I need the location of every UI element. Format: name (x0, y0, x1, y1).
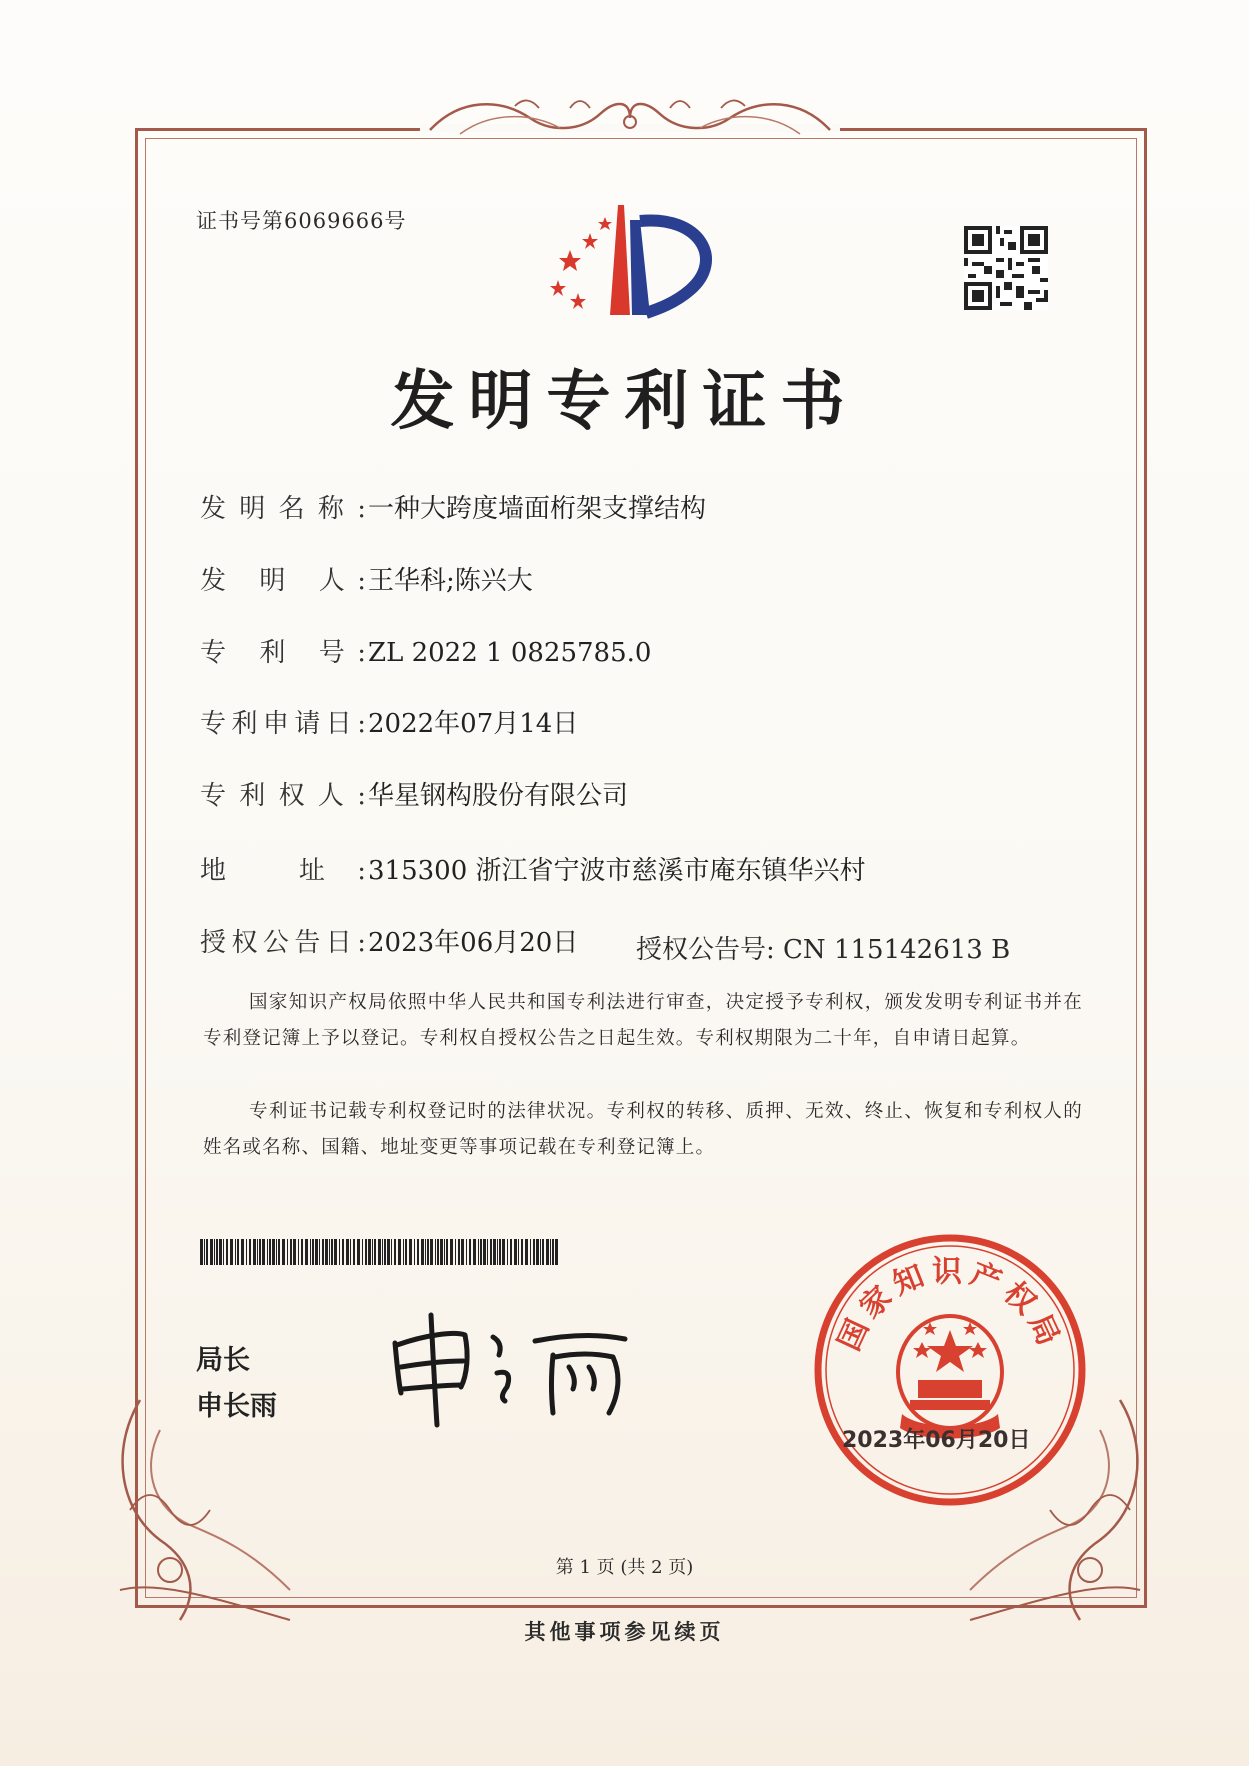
field-value: CN 115142613 B (783, 935, 1011, 965)
field-inventors (200, 560, 533, 597)
field-value: 一种大跨度墙面桁架支撑结构 (368, 494, 707, 524)
field-filing-date (200, 703, 578, 740)
field-label: 发明名称: (200, 494, 366, 524)
barcode-icon (200, 1239, 560, 1265)
top-ornament (420, 88, 840, 150)
statement-paragraph-2: 专利证书记载专利权登记时的法律状况。专利权的转移、质押、无效、终止、恢复和专利权人的姓名或名称、国籍、地址变更等事项记载在专利登记簿上。 (203, 1101, 1083, 1158)
field-label: 授权公告号: (636, 935, 775, 965)
field-patentee (200, 775, 628, 812)
director-name: 申长雨 (196, 1391, 277, 1422)
field-value: 2023年06月20日 (368, 928, 579, 958)
field-value: 华星钢构股份有限公司 (368, 781, 629, 811)
field-grant-publication-number (636, 929, 1010, 966)
seal-date: 2023年06月20日 (842, 1428, 1031, 1453)
statement-paragraph-1: 国家知识产权局依照中华人民共和国专利法进行审查，决定授予专利权，颁发发明专利证书并在专利登记簿上予以登记。专利权自授权公告之日起生效。专利权期限为二十年，自申请日起算。 (203, 992, 1083, 1049)
field-label: 授权公告日: (200, 928, 366, 958)
field-value: 2022年07月14日 (368, 709, 579, 739)
certificate-number: 证书号第6069666号 (196, 209, 407, 233)
page-indicator: 第 1 页 (共 2 页) (555, 1557, 694, 1578)
field-value: 315300 浙江省宁波市慈溪市庵东镇华兴村 (368, 856, 866, 886)
bottom-left-ornament (100, 1390, 300, 1630)
certificate-title: 发明专利证书 (390, 365, 859, 439)
director-title: 局长 (196, 1345, 250, 1376)
field-label: 地 址: (200, 856, 366, 886)
field-value: ZL 2022 1 0825785.0 (368, 638, 652, 668)
field-label: 专利权人: (200, 781, 366, 811)
field-grant-date (200, 922, 578, 959)
director-signature-icon (385, 1295, 645, 1435)
official-seal-icon (810, 1230, 1090, 1510)
field-invention-name (200, 488, 706, 525)
qr-code-icon (964, 226, 1048, 310)
field-label: 专 利 号: (200, 638, 366, 668)
field-address (200, 850, 866, 887)
footer-note: 其他事项参见续页 (524, 1619, 725, 1644)
seal-arc-text: 国家知识产权局 (831, 1254, 1069, 1357)
cnipa-logo-icon (550, 205, 740, 350)
field-patent-number (200, 632, 651, 669)
field-value: 王华科;陈兴大 (368, 566, 533, 596)
field-label: 专利申请日: (200, 709, 366, 739)
field-label: 发 明 人: (200, 566, 366, 596)
